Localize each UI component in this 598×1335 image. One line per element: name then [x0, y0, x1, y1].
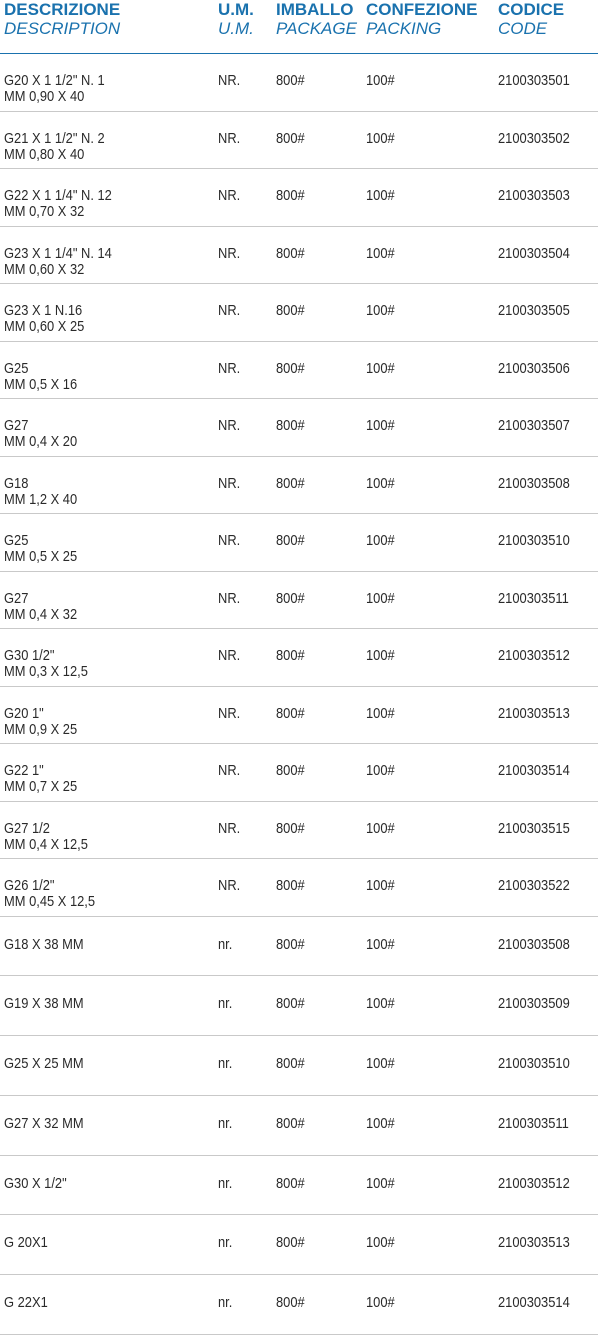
table-row — [0, 859, 598, 917]
row-description-line1: G23 X 1 N.16 — [4, 302, 83, 319]
row-description-line1: G27 — [4, 589, 29, 607]
row-code: 2100303505 — [498, 302, 570, 319]
row-um: NR. — [218, 359, 241, 377]
table-header — [0, 0, 598, 54]
row-code: 2100303515 — [498, 819, 570, 837]
table-row — [0, 802, 598, 860]
row-description-line1: G27 — [4, 417, 29, 434]
header-packing — [366, 0, 477, 38]
row-code: 2100303514 — [498, 762, 570, 779]
header-packing-en: PACKING — [366, 19, 442, 38]
row-code: 2100303512 — [498, 647, 570, 664]
table-row — [0, 112, 598, 170]
row-packing: 100# — [366, 532, 395, 549]
row-description-line1: G30 X 1/2" — [4, 1174, 67, 1192]
row-um: NR. — [218, 187, 241, 204]
row-description — [4, 188, 112, 220]
row-um: NR. — [218, 589, 241, 607]
table-row — [0, 54, 598, 112]
table-row — [0, 976, 598, 1036]
row-packing: 100# — [366, 995, 395, 1013]
header-description-it: DESCRIZIONE — [4, 0, 121, 19]
row-code: 2100303513 — [498, 1234, 570, 1252]
header-packing-it: CONFEZIONE — [366, 0, 478, 19]
row-um: nr. — [218, 1294, 233, 1312]
row-package: 800# — [276, 359, 305, 377]
row-code: 2100303514 — [498, 1294, 570, 1312]
row-description — [4, 73, 105, 105]
row-description-line2: MM 1,2 X 40 — [4, 490, 78, 508]
header-description-en: DESCRIPTION — [4, 19, 121, 38]
row-code: 2100303513 — [498, 704, 570, 722]
row-code: 2100303522 — [498, 877, 570, 894]
row-package: 800# — [276, 129, 305, 147]
row-packing: 100# — [366, 1234, 395, 1252]
row-code: 2100303502 — [498, 129, 570, 147]
row-um: nr. — [218, 995, 233, 1013]
row-description-line2: MM 0,70 X 32 — [4, 203, 85, 220]
row-description — [4, 706, 77, 738]
row-code: 2100303510 — [498, 1055, 570, 1073]
row-description-line1: G20 X 1 1/2" N. 1 — [4, 72, 105, 89]
row-description — [4, 131, 105, 163]
row-package: 800# — [276, 1114, 305, 1132]
row-description — [4, 418, 77, 450]
row-description — [4, 1056, 84, 1072]
row-packing: 100# — [366, 1055, 395, 1073]
row-description — [4, 763, 77, 795]
row-packing: 100# — [366, 1114, 395, 1132]
row-packing: 100# — [366, 877, 395, 894]
row-description-line1: G22 1" — [4, 762, 44, 779]
row-description — [4, 1116, 84, 1132]
row-packing: 100# — [366, 187, 395, 204]
row-description-line1: G25 — [4, 532, 29, 549]
row-package: 800# — [276, 647, 305, 664]
row-description — [4, 533, 77, 565]
row-packing: 100# — [366, 704, 395, 722]
header-um-en: U.M. — [218, 19, 254, 38]
row-code: 2100303501 — [498, 72, 570, 89]
row-description-line2: MM 0,5 X 16 — [4, 375, 78, 393]
row-description — [4, 1176, 67, 1192]
row-description — [4, 878, 95, 910]
row-packing: 100# — [366, 302, 395, 319]
header-package-en: PACKAGE — [276, 19, 357, 38]
row-description — [4, 1295, 48, 1311]
row-um: NR. — [218, 532, 241, 549]
row-code: 2100303508 — [498, 935, 570, 953]
row-code: 2100303512 — [498, 1174, 570, 1192]
row-code: 2100303504 — [498, 244, 570, 262]
row-um: NR. — [218, 647, 241, 664]
row-description-line2: MM 0,4 X 12,5 — [4, 835, 88, 853]
header-code-it: CODICE — [498, 0, 565, 19]
row-description-line1: G 20X1 — [4, 1234, 48, 1252]
row-package: 800# — [276, 589, 305, 607]
row-packing: 100# — [366, 244, 395, 262]
table-row — [0, 1275, 598, 1335]
row-description-line2: MM 0,7 X 25 — [4, 778, 78, 795]
row-description — [4, 821, 88, 853]
header-um-it: U.M. — [218, 0, 254, 19]
table-row — [0, 1215, 598, 1275]
row-code: 2100303511 — [498, 1114, 569, 1132]
row-description-line1: G19 X 38 MM — [4, 995, 84, 1013]
row-um: NR. — [218, 302, 241, 319]
header-um — [218, 0, 254, 38]
row-um: NR. — [218, 244, 241, 262]
row-description-line2: MM 0,45 X 12,5 — [4, 893, 96, 910]
row-description-line1: G30 1/2" — [4, 647, 55, 664]
row-um: nr. — [218, 1114, 233, 1132]
row-package: 800# — [276, 995, 305, 1013]
row-package: 800# — [276, 187, 305, 204]
row-package: 800# — [276, 532, 305, 549]
row-packing: 100# — [366, 474, 395, 492]
row-description — [4, 648, 88, 680]
header-package — [276, 0, 357, 38]
row-code: 2100303508 — [498, 474, 570, 492]
table-row — [0, 744, 598, 802]
row-package: 800# — [276, 302, 305, 319]
row-package: 800# — [276, 819, 305, 837]
table-row — [0, 342, 598, 400]
row-description-line1: G26 1/2" — [4, 877, 55, 894]
row-description-line2: MM 0,4 X 20 — [4, 433, 78, 450]
row-packing: 100# — [366, 129, 395, 147]
table-row — [0, 1096, 598, 1156]
row-packing: 100# — [366, 359, 395, 377]
row-description — [4, 1235, 48, 1251]
row-packing: 100# — [366, 1294, 395, 1312]
row-description-line2: MM 0,60 X 25 — [4, 318, 85, 335]
row-description-line2: MM 0,5 X 25 — [4, 548, 78, 565]
row-packing: 100# — [366, 417, 395, 434]
row-package: 800# — [276, 72, 305, 89]
table-row — [0, 399, 598, 457]
row-package: 800# — [276, 935, 305, 953]
row-packing: 100# — [366, 762, 395, 779]
row-code: 2100303507 — [498, 417, 570, 434]
row-um: nr. — [218, 1174, 233, 1192]
row-um: NR. — [218, 819, 241, 837]
row-code: 2100303503 — [498, 187, 570, 204]
table-row — [0, 1036, 598, 1096]
row-description-line2: MM 0,3 X 12,5 — [4, 663, 88, 680]
row-packing: 100# — [366, 589, 395, 607]
row-package: 800# — [276, 877, 305, 894]
row-description — [4, 476, 77, 508]
row-description — [4, 591, 77, 623]
row-description-line1: G21 X 1 1/2" N. 2 — [4, 129, 105, 147]
row-um: NR. — [218, 72, 241, 89]
row-package: 800# — [276, 1294, 305, 1312]
row-packing: 100# — [366, 935, 395, 953]
row-code: 2100303510 — [498, 532, 570, 549]
row-package: 800# — [276, 244, 305, 262]
table-body — [0, 54, 598, 1335]
row-description-line1: G18 — [4, 474, 29, 492]
row-description-line1: G22 X 1 1/4" N. 12 — [4, 187, 112, 204]
table-row — [0, 917, 598, 977]
table-row — [0, 227, 598, 285]
row-description-line2: MM 0,9 X 25 — [4, 720, 78, 738]
row-description — [4, 246, 112, 278]
table-row — [0, 457, 598, 515]
row-description-line2: MM 0,60 X 32 — [4, 260, 85, 278]
row-package: 800# — [276, 1234, 305, 1252]
table-row — [0, 629, 598, 687]
table-row — [0, 284, 598, 342]
row-description-line1: G 22X1 — [4, 1294, 48, 1312]
row-description-line1: G25 X 25 MM — [4, 1055, 84, 1073]
row-package: 800# — [276, 762, 305, 779]
row-description-line2: MM 0,90 X 40 — [4, 88, 85, 105]
table-row — [0, 687, 598, 745]
row-description-line1: G18 X 38 MM — [4, 935, 84, 953]
row-package: 800# — [276, 1174, 305, 1192]
row-um: NR. — [218, 704, 241, 722]
header-code-en: CODE — [498, 19, 548, 38]
row-description-line1: G25 — [4, 359, 29, 377]
table-row — [0, 572, 598, 630]
row-packing: 100# — [366, 72, 395, 89]
row-um: NR. — [218, 474, 241, 492]
row-description-line2: MM 0,4 X 32 — [4, 605, 78, 623]
table-row — [0, 169, 598, 227]
row-package: 800# — [276, 704, 305, 722]
row-description-line1: G23 X 1 1/4" N. 14 — [4, 244, 112, 262]
row-description — [4, 303, 84, 335]
row-description-line2: MM 0,80 X 40 — [4, 145, 85, 163]
header-description — [4, 0, 120, 38]
row-code: 2100303509 — [498, 995, 570, 1013]
row-package: 800# — [276, 474, 305, 492]
row-um: NR. — [218, 417, 241, 434]
row-packing: 100# — [366, 819, 395, 837]
row-description — [4, 361, 77, 393]
row-packing: 100# — [366, 647, 395, 664]
row-um: nr. — [218, 1055, 233, 1073]
row-description-line1: G27 X 32 MM — [4, 1114, 84, 1132]
row-code: 2100303511 — [498, 589, 569, 607]
row-um: nr. — [218, 1234, 233, 1252]
row-description — [4, 996, 84, 1012]
row-um: NR. — [218, 762, 241, 779]
row-description-line1: G27 1/2 — [4, 819, 50, 837]
table-row — [0, 1156, 598, 1216]
row-um: NR. — [218, 877, 241, 894]
row-description — [4, 937, 84, 953]
table-row — [0, 514, 598, 572]
row-um: NR. — [218, 129, 241, 147]
row-package: 800# — [276, 417, 305, 434]
row-package: 800# — [276, 1055, 305, 1073]
row-um: nr. — [218, 935, 233, 953]
row-code: 2100303506 — [498, 359, 570, 377]
row-description-line1: G20 1" — [4, 704, 44, 722]
header-package-it: IMBALLO — [276, 0, 354, 19]
row-packing: 100# — [366, 1174, 395, 1192]
header-code — [498, 0, 564, 38]
